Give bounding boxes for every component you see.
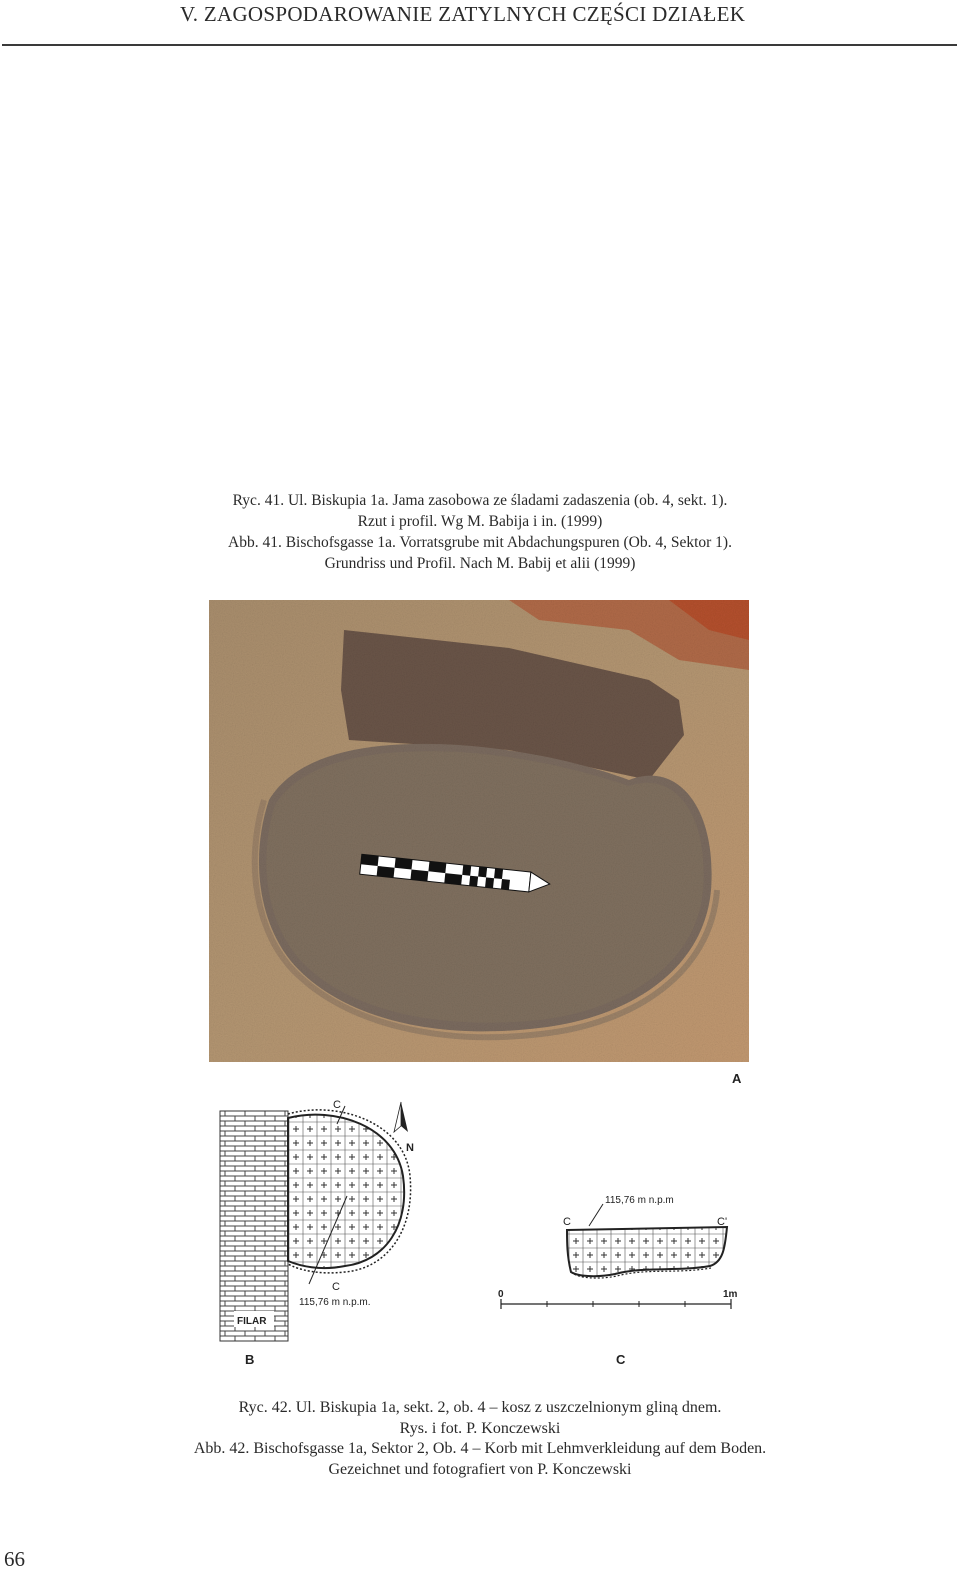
- label-c: C: [616, 1352, 626, 1367]
- label-a: A: [732, 1071, 742, 1086]
- scale-end: 1m: [723, 1289, 738, 1300]
- north-arrow-icon: [394, 1102, 408, 1132]
- plan-and-profile-drawing: [205, 1066, 765, 1380]
- caption-42-de-line2: Gezeichnet und fotografiert von P. Konczewski: [328, 1460, 632, 1478]
- north-label: N: [406, 1142, 414, 1154]
- caption-42-pl-line2: Rys. i fot. P. Konczewski: [399, 1419, 561, 1437]
- label-b: B: [245, 1352, 255, 1367]
- caption-42-de-line1: Abb. 42. Bischofsgasse 1a, Sektor 2, Ob. 4 – Korb mit Lehmverkleidung auf dem Boden.: [193, 1440, 767, 1457]
- profile-label-c-right: C': [717, 1216, 728, 1228]
- filar-label: FILAR: [237, 1316, 267, 1327]
- plan-label-c-top: C: [333, 1099, 341, 1111]
- figure-42-caption: [100, 1398, 860, 1480]
- caption-41-de-line1: Abb. 41. Bischofsgasse 1a. Vorratsgrube mit Abdachungspuren (Ob. 4, Sektor 1).: [228, 534, 732, 551]
- profile-label-c-left: C: [563, 1216, 571, 1228]
- plan-label-c-bottom: C: [332, 1281, 340, 1293]
- profile-elevation: 115,76 m n.p.m: [605, 1195, 674, 1206]
- page-number: 66: [4, 1547, 25, 1571]
- drawing-scale-bar: [498, 1289, 738, 1309]
- plan-elevation: 115,76 m n.p.m.: [299, 1297, 371, 1308]
- caption-41-de-line2: Grundriss und Profil. Nach M. Babij et alii (1999): [324, 555, 636, 572]
- caption-41-pl-line2: Rzut i profil. Wg M. Babija i in. (1999): [357, 513, 603, 530]
- pit-photograph: [209, 600, 749, 1062]
- profile-drawing: [563, 1195, 727, 1278]
- running-header: V. ZAGOSPODAROWANIE ZATYLNYCH CZĘŚCI DZIAŁEK: [180, 2, 746, 26]
- header-rule: [2, 44, 957, 46]
- caption-41-pl-line1: Ryc. 41. Ul. Biskupia 1a. Jama zasobowa ze śladami zadaszenia (ob. 4, sekt. 1).: [232, 492, 728, 509]
- caption-42-pl-line1: Ryc. 42. Ul. Biskupia 1a, sekt. 2, ob. 4 – kosz z uszczelnionym gliną dnem.: [238, 1399, 722, 1416]
- plan-drawing: [220, 1099, 414, 1341]
- scale-zero: 0: [498, 1289, 504, 1300]
- figure-41-caption: [100, 490, 860, 574]
